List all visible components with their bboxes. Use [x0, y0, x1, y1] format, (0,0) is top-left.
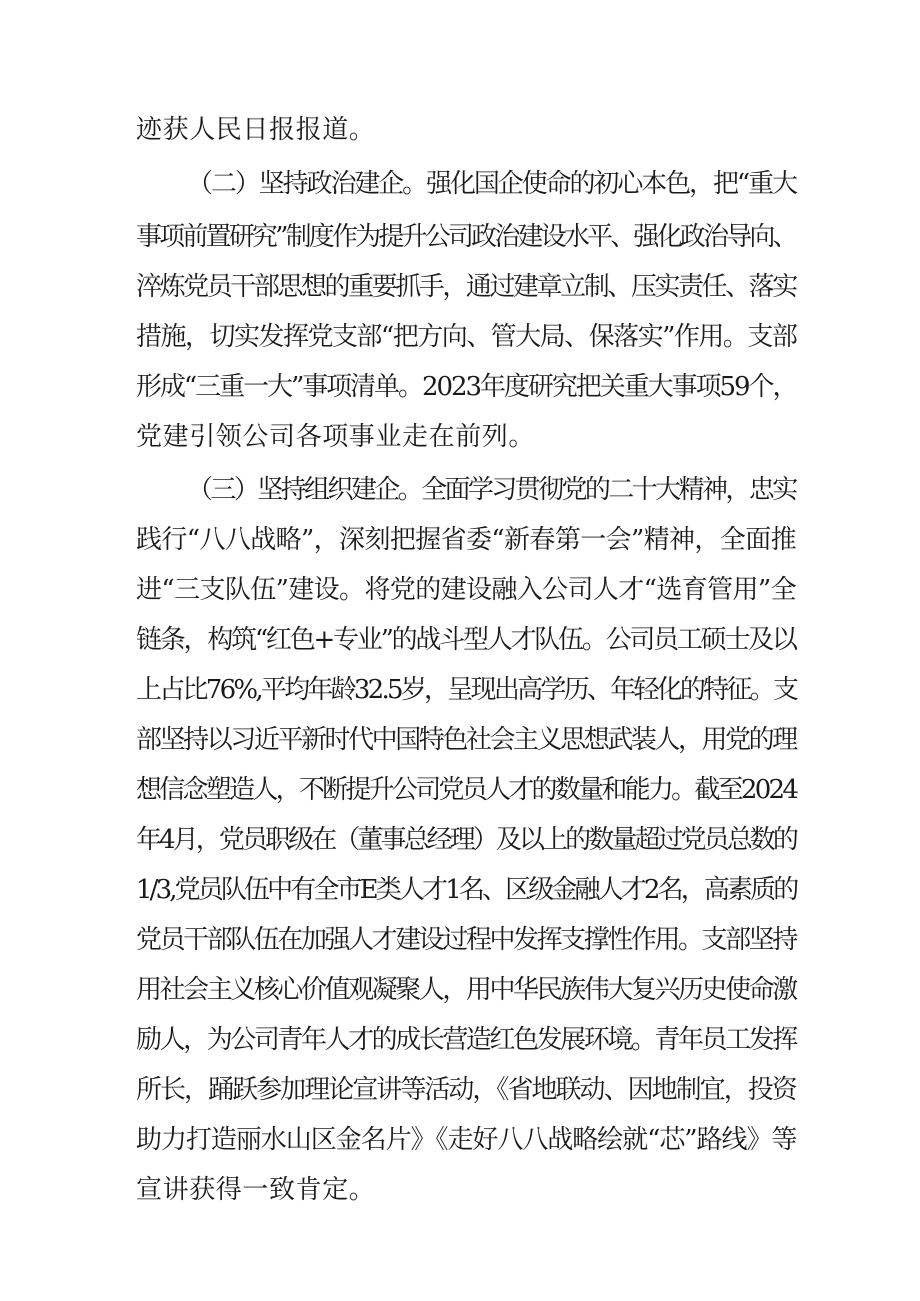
paragraph-2-line-1: （二）坚持政治建企。强化国企使命的初心本色，把“重大	[187, 169, 796, 199]
paragraph-1-line-1: 迹获人民日报报道。	[136, 115, 376, 145]
paragraph-3-line-8: 年4月，党员职级在（董事总经理）及以上的数量超过党员总数的	[136, 825, 796, 855]
paragraph-2-line-6: 党建引领公司各项事业走在前列。	[136, 422, 536, 452]
paragraph-2-line-2: 事项前置研究”制度作为提升公司政治建设水平、强化政治导向、	[136, 222, 796, 252]
paragraph-3-line-12: 励人，为公司青年人才的成长营造红色发展环境。青年员工发挥	[136, 1025, 796, 1055]
paragraph-3-line-11: 用社会主义核心价值观凝聚人，用中华民族伟大复兴历史使命激	[136, 975, 796, 1005]
paragraph-2-line-3: 淬炼党员干部思想的重要抓手，通过建章立制、压实责任、落实	[136, 272, 796, 302]
paragraph-3-line-13: 所长，踊跃参加理论宣讲等活动，《省地联动、因地制宜，投资	[136, 1075, 796, 1105]
paragraph-3-line-14: 助力打造丽水山区金名片》《走好八八战略绘就“芯”路线》等	[136, 1125, 797, 1155]
paragraph-3-line-4: 链条，构筑“红色+专业”的战斗型人才队伍。公司员工硕士及以	[136, 625, 796, 655]
paragraph-2-line-4: 措施，切实发挥党支部“把方向、管大局、保落实”作用。支部	[136, 322, 797, 352]
paragraph-3-line-2: 践行“八八战略”，深刻把握省委“新春第一会”精神，全面推	[136, 525, 796, 555]
paragraph-3-line-7: 想信念塑造人，不断提升公司党员人才的数量和能力。截至2024	[136, 775, 797, 805]
paragraph-3-line-15: 宣讲获得一致肯定。	[136, 1175, 376, 1205]
paragraph-3-line-5: 上占比76%,平均年龄32.5岁，呈现出高学历、年轻化的特征。支	[136, 675, 797, 705]
paragraph-3-line-3: 进“三支队伍”建设。将党的建设融入公司人才“选育管用”全	[136, 575, 796, 605]
paragraph-3-line-9: 1/3,党员队伍中有全市E类人才1名、区级金融人才2名，高素质的	[136, 875, 797, 905]
paragraph-2-line-5: 形成“三重一大”事项清单。2023年度研究把关重大事项59个，	[136, 372, 797, 402]
paragraph-3-line-1: （三）坚持组织建企。全面学习贯彻党的二十大精神，忠实	[187, 475, 796, 505]
paragraph-3-line-10: 党员干部队伍在加强人才建设过程中发挥支撑性作用。支部坚持	[136, 925, 796, 955]
paragraph-3-line-6: 部坚持以习近平新时代中国特色社会主义思想武装人，用党的理	[136, 725, 796, 755]
